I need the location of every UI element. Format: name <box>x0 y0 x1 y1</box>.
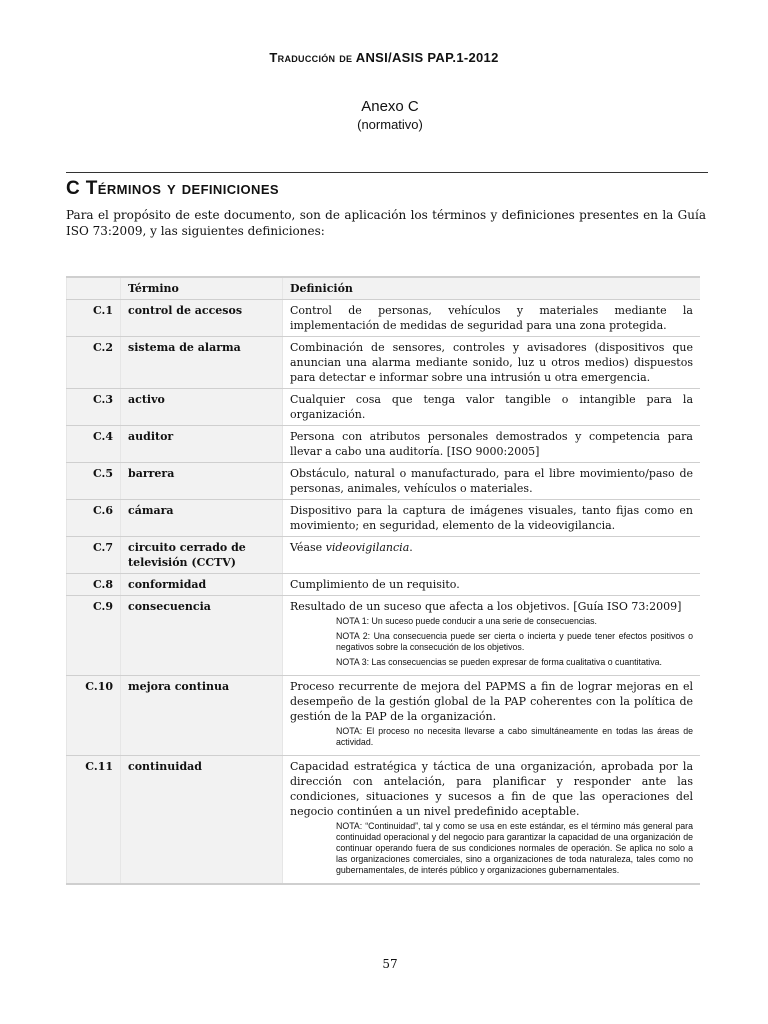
row-term: sistema de alarma <box>121 337 283 389</box>
row-definition: Combinación de sensores, controles y avisadores (dispositivos que anuncian una alarma mediante sonido, luz u otros medios) dispuestos para detectar e informar sobre una intrusión u otra emergencia. <box>283 337 701 389</box>
running-header: Traducción de ANSI/ASIS PAP.1-2012 <box>269 50 499 65</box>
row-definition: Dispositivo para la captura de imágenes visuales, tanto fijas como en movimiento; en seguridad, elemento de la videovigilancia. <box>283 500 701 537</box>
row-code: C.8 <box>67 574 121 596</box>
row-code: C.9 <box>67 596 121 676</box>
definition-crossref: videovigilancia <box>325 541 410 554</box>
header-term: Término <box>121 277 283 300</box>
row-term: continuidad <box>121 756 283 885</box>
table-header-row <box>67 277 701 300</box>
row-term: mejora continua <box>121 676 283 756</box>
row-definition: Control de personas, vehículos y materiales mediante la implementación de medidas de seguridad para una zona protegida. <box>283 300 701 337</box>
table-row <box>67 389 701 426</box>
row-code: C.3 <box>67 389 121 426</box>
row-term: circuito cerrado de televisión (CCTV) <box>121 537 283 574</box>
row-definition: Proceso recurrente de mejora del PAPMS a fin de lograr mejoras en el desempeño de la gestión global de la PAP coherentes con la política de gestión de la PAP de la organización. <box>290 680 693 723</box>
table-row <box>67 337 701 389</box>
row-term: cámara <box>121 500 283 537</box>
table-row <box>67 756 701 885</box>
table-row <box>67 500 701 537</box>
definition-note: NOTA 2: Una consecuencia puede ser cierta o incierta y puede tener efectos positivos o negativos sobre la consecución de los objetivos. <box>336 631 693 652</box>
row-code: C.10 <box>67 676 121 756</box>
row-definition: Persona con atributos personales demostrados y competencia para llevar a cabo una auditoría. [ISO 9000:2005] <box>283 426 701 463</box>
table-row <box>67 537 701 574</box>
row-term: barrera <box>121 463 283 500</box>
row-definition <box>283 537 701 574</box>
table-row <box>67 574 701 596</box>
row-definition-cell <box>283 596 701 676</box>
row-definition: Resultado de un suceso que afecta a los objetivos. [Guía ISO 73:2009] <box>290 600 682 613</box>
table-row <box>67 676 701 756</box>
header-definition: Definición <box>283 277 701 300</box>
row-code: C.2 <box>67 337 121 389</box>
definition-note: NOTA 1: Un suceso puede conducir a una serie de consecuencias. <box>336 616 597 626</box>
row-definition: Cualquier cosa que tenga valor tangible o intangible para la organización. <box>283 389 701 426</box>
row-term: activo <box>121 389 283 426</box>
row-code: C.4 <box>67 426 121 463</box>
table-row <box>67 463 701 500</box>
intro-paragraph: Para el propósito de este documento, son de aplicación los términos y definiciones presentes en la Guía ISO 73:2009, y las siguientes definiciones: <box>66 208 706 238</box>
row-code: C.7 <box>67 537 121 574</box>
row-code: C.1 <box>67 300 121 337</box>
row-definition-cell <box>283 676 701 756</box>
definition-prefix: Véase <box>290 541 326 554</box>
row-definition: Cumplimiento de un requisito. <box>283 574 701 596</box>
definition-note: NOTA 3: Las consecuencias se pueden expresar de forma cualitativa o cuantitativa. <box>336 657 662 667</box>
definition-note: NOTA: “Continuidad”, tal y como se usa en este estándar, es el término más general para continuidad operacional y del negocio para garantizar la capacidad de una organización de continuar operando fuera de sus condiciones normales de operación. Se aplica no solo a las organizaciones comerciales, sino a organizaciones de toda naturaleza, tales como no gubernamentales, de interés público y organizaciones gubernamentales. <box>336 821 693 875</box>
row-definition: Obstáculo, natural o manufacturado, para el libre movimiento/paso de personas, animales, vehículos o materiales. <box>283 463 701 500</box>
annex-title: Anexo C <box>361 98 419 115</box>
header-code <box>67 277 121 300</box>
row-code: C.6 <box>67 500 121 537</box>
row-term: consecuencia <box>121 596 283 676</box>
table-row <box>67 300 701 337</box>
section-title: C Términos y definiciones <box>66 178 279 199</box>
section-divider <box>66 172 708 173</box>
row-term: control de accesos <box>121 300 283 337</box>
row-term: auditor <box>121 426 283 463</box>
row-definition-cell <box>283 756 701 885</box>
table-row <box>67 426 701 463</box>
row-definition: Capacidad estratégica y táctica de una organización, aprobada por la dirección con antelación, para planificar y responder ante las condiciones, situaciones y sucesos a fin de que las operaciones del negocio continúen a un nivel predefinido aceptable. <box>290 760 693 818</box>
definition-suffix: . <box>409 541 413 554</box>
annex-subtitle: (normativo) <box>357 117 423 132</box>
row-code: C.5 <box>67 463 121 500</box>
annex-heading <box>0 98 768 132</box>
row-code: C.11 <box>67 756 121 885</box>
page-number: 57 <box>382 957 398 971</box>
definition-note: NOTA: El proceso no necesita llevarse a cabo simultáneamente en todas las áreas de actividad. <box>336 726 693 747</box>
definitions-table <box>66 276 700 885</box>
row-term: conformidad <box>121 574 283 596</box>
table-row <box>67 596 701 676</box>
